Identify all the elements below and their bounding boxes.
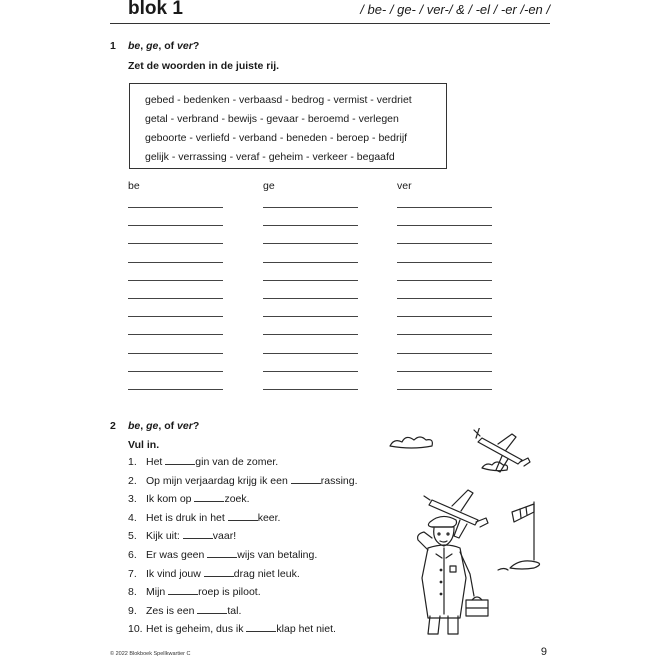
item-text-after: gin van de zomer. [195,456,279,468]
exercise-2-title: be, ge, of ver? [128,420,200,432]
fill-in-item [128,493,250,505]
fill-in-item [128,456,278,468]
fill-in-item [128,549,317,561]
answer-line[interactable] [397,225,492,226]
answer-line[interactable] [397,207,492,208]
answer-line[interactable] [263,334,358,335]
page-title: blok 1 [128,0,183,19]
answer-line[interactable] [263,243,358,244]
item-text-before: Mijn [146,586,169,599]
item-text-before: Het is druk in het [146,511,228,524]
item-text-after: drag niet leuk. [233,567,300,580]
item-text-after: klap het niet. [276,623,336,636]
item-text-after: tal. [227,604,242,617]
fill-in-blank[interactable] [194,493,224,502]
item-text-after: zoek. [224,493,250,506]
exercise-1-title: be, ge, of ver? [128,40,200,52]
fill-in-blank[interactable] [291,475,321,484]
word-line: gebed - bedenken - verbaasd - bedrog - vermist - verdriet [145,94,412,106]
column-header-ge: ge [263,180,275,192]
answer-line[interactable] [128,334,223,335]
fill-in-blank[interactable] [165,456,195,465]
header-divider [110,23,550,24]
answer-line[interactable] [263,353,358,354]
fill-in-blank[interactable] [183,530,213,539]
item-text-before: Er was geen [146,549,208,561]
item-number: 3. [128,493,137,506]
fill-in-blank[interactable] [204,568,234,577]
answer-line[interactable] [128,243,223,244]
answer-line[interactable] [128,371,223,372]
answer-line[interactable] [263,298,358,299]
item-text-after: vaar! [212,530,237,543]
fill-in-blank[interactable] [246,623,276,632]
answer-line[interactable] [263,225,358,226]
item-number: 9. [128,604,137,617]
item-text-after: wijs van betaling. [237,549,318,561]
fill-in-item [128,623,336,635]
answer-line[interactable] [397,389,492,390]
fill-in-blank[interactable] [197,605,227,614]
answer-line[interactable] [263,371,358,372]
item-number: 1. [128,456,137,468]
answer-line[interactable] [263,280,358,281]
answer-line[interactable] [397,316,492,317]
column-header-ver: ver [397,180,412,192]
fill-in-blank[interactable] [168,586,198,595]
answer-line[interactable] [397,371,492,372]
item-number: 4. [128,511,137,524]
fill-in-item [128,568,300,580]
item-number: 10. [128,623,143,636]
exercise-1-number: 1 [110,40,116,52]
answer-line[interactable] [128,389,223,390]
answer-line[interactable] [128,225,223,226]
answer-line[interactable] [397,262,492,263]
pilot-illustration [380,428,550,638]
item-number: 7. [128,567,137,580]
fill-in-blank[interactable] [228,512,258,521]
word-line: gelijk - verrassing - veraf - geheim - verkeer - begaafd [145,151,395,163]
header-prefix-tags: / be- / ge- / ver-/ & / -el / -er /-en / [360,2,550,17]
answer-line[interactable] [263,262,358,263]
item-text-before: Zes is een [146,604,198,617]
answer-line[interactable] [128,207,223,208]
fill-in-blank[interactable] [207,549,237,558]
item-text-before: Ik vind jouw [146,567,204,580]
item-number: 2. [128,474,137,487]
footer-copyright: © 2022 Blokboek Spellkwartier C [110,651,191,657]
item-text-before: Op mijn verjaardag krijg ik een [146,474,291,487]
answer-line[interactable] [128,353,223,354]
exercise-1-instruction: Zet de woorden in de juiste rij. [128,60,280,72]
word-line: getal - verbrand - bewijs - gevaar - beroemd - verlegen [145,113,399,125]
fill-in-item [128,512,280,524]
exercise-2-number: 2 [110,420,116,432]
answer-line[interactable] [397,298,492,299]
item-number: 5. [128,530,137,543]
answer-line[interactable] [263,207,358,208]
answer-line[interactable] [128,316,223,317]
column-header-be: be [128,180,140,192]
answer-line[interactable] [128,280,223,281]
answer-line[interactable] [397,353,492,354]
word-line: geboorte - verliefd - verband - beneden - beroep - bedrijf [145,132,408,144]
item-number: 8. [128,586,137,599]
exercise-2-instruction: Vul in. [128,439,160,451]
item-text-before: Kijk uit: [146,530,183,543]
answer-line[interactable] [397,334,492,335]
answer-line[interactable] [397,243,492,244]
item-text-after: keer. [257,511,281,524]
item-number: 6. [128,549,137,561]
answer-line[interactable] [263,316,358,317]
answer-line[interactable] [128,298,223,299]
answer-line[interactable] [128,262,223,263]
word-box [129,83,447,169]
fill-in-item [128,586,261,598]
answer-line[interactable] [397,280,492,281]
answer-line[interactable] [263,389,358,390]
fill-in-item [128,530,236,542]
item-text-after: rassing. [320,474,358,487]
item-text-before: Het is geheim, dus ik [146,623,247,636]
item-text-before: Ik kom op [146,493,195,506]
fill-in-item [128,475,358,487]
fill-in-item [128,605,241,617]
page-number: 9 [540,646,547,658]
item-text-before: Het [146,456,166,468]
item-text-after: roep is piloot. [198,586,261,599]
